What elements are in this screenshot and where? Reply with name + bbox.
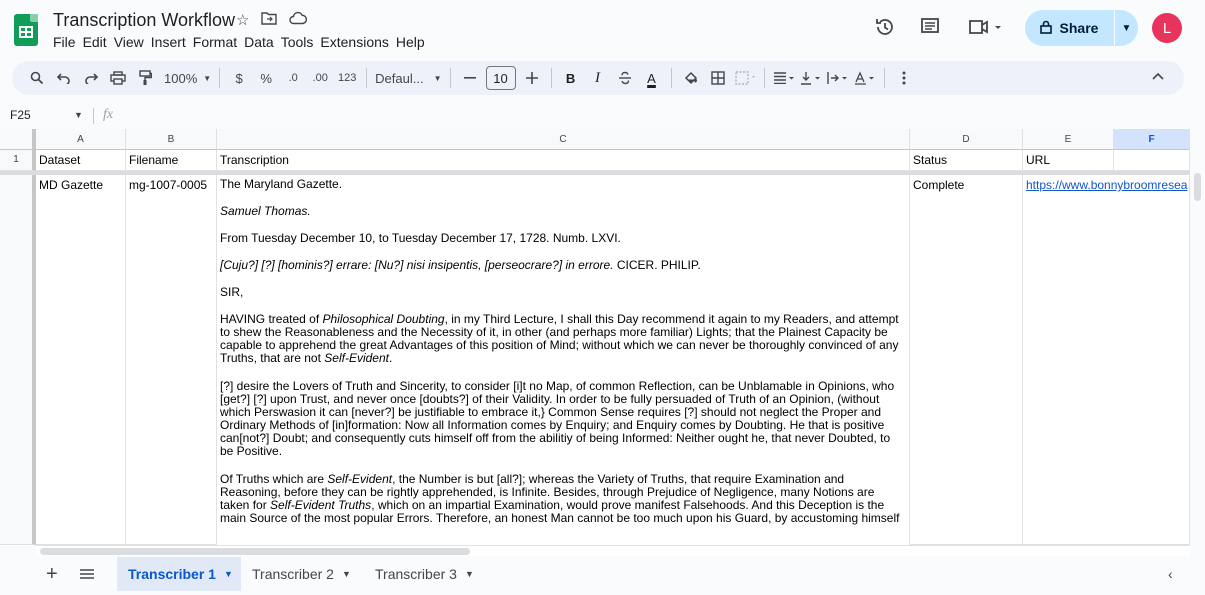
format-percent-button[interactable]: % (260, 70, 272, 86)
collapse-menus-icon[interactable] (1152, 69, 1164, 83)
toolbar-divider (551, 68, 552, 88)
undo-icon[interactable] (53, 65, 75, 91)
share-button[interactable] (1025, 10, 1113, 46)
column-header-e[interactable]: E (1023, 129, 1114, 150)
menu-format[interactable]: Format (192, 34, 238, 50)
toolbar-divider (671, 68, 672, 88)
menu-edit[interactable]: Edit (82, 34, 107, 50)
header-cell-transcription[interactable]: Transcription (217, 150, 910, 171)
select-all-corner[interactable] (0, 129, 36, 150)
transcription-paragraph: Of Truths which are Self-Evident, the Number is but [all?]; whereas the Variety of Truths, that require Examination and Reasoning, before they can be rightly apprehended, is Infinite. Besides, through Prejudice of Negligence, many Notions are taken for Self-Evident Truths, which on an impartial Examination, would prove manifest Falsehoods. And this Deception is the main Source of the most popular Errors. Therefore, an honest Man cannot be too much upon his Guard, by accustoming himself (220, 472, 900, 525)
column-header-c[interactable]: C (217, 129, 910, 150)
horizontal-align-icon[interactable] (773, 65, 795, 91)
transcription-line: [Cuju?] [?] [hominis?] errare: [Nu?] nisi insipentis, [perseocrare?] in errore. CICER. PHILIP. (220, 258, 701, 272)
font-value: Defaul... (375, 70, 424, 86)
title-icons (236, 11, 307, 29)
format-currency-button[interactable]: $ (235, 70, 243, 86)
menu-tools[interactable]: Tools (280, 34, 314, 50)
name-box[interactable]: F25 (10, 108, 31, 122)
font-size-input[interactable]: 10 (486, 66, 516, 90)
account-avatar[interactable]: L (1152, 13, 1182, 43)
transcription-paragraph: HAVING treated of Philosophical Doubting, in my Third Lecture, I shall this Day recommend it again to my Readers, and attempt to shew the Reasonableness and the Necessity of it, in other (and perhaps more familiar) Lights; that the Plainest Capacity be capable to apprehend the great Advantages of this position of Mind; without which we can never be thoroughly convinced of any Truths, that are not Self-Evident. (220, 312, 899, 365)
print-icon[interactable] (107, 65, 129, 91)
sheet-tab-label: Transcriber 3 (375, 566, 457, 582)
toolbar (12, 61, 1184, 95)
formula-bar (0, 104, 1205, 128)
sheet-tab-label: Transcriber 2 (252, 566, 334, 582)
transcription-line: SIR, (220, 285, 244, 299)
horizontal-scrollbar[interactable] (36, 545, 1190, 556)
header-cell-status[interactable]: Status (910, 150, 1023, 171)
column-header-a[interactable]: A (36, 129, 126, 150)
caret-down-icon[interactable]: ▼ (74, 110, 83, 120)
add-sheet-icon[interactable]: + (46, 563, 58, 585)
url-cell[interactable] (1023, 175, 1190, 545)
row-header-1[interactable]: 1 (0, 150, 36, 171)
font-size-decrease-button[interactable] (459, 65, 481, 91)
sheet-tab-transcriber-2[interactable] (252, 557, 362, 591)
menu-bar (53, 34, 432, 50)
more-formats-button[interactable]: 123 (337, 72, 357, 84)
sheet-tab-transcriber-1[interactable] (117, 557, 241, 591)
caret-down-icon: ▼ (433, 73, 442, 83)
meet-video-icon[interactable] (968, 18, 1006, 42)
menu-view[interactable]: View (113, 34, 144, 50)
column-header-d[interactable]: D (910, 129, 1023, 150)
menu-insert[interactable]: Insert (150, 34, 186, 50)
header-cell-dataset[interactable]: Dataset (36, 150, 126, 171)
font-select[interactable] (375, 65, 441, 91)
text-wrapping-icon[interactable] (827, 65, 849, 91)
borders-icon[interactable] (707, 65, 729, 91)
menu-data[interactable]: Data (244, 34, 274, 50)
share-button-group (1025, 10, 1138, 46)
column-header-f[interactable]: F (1114, 129, 1190, 150)
toolbar-divider (884, 68, 885, 88)
fx-icon: fx (103, 107, 114, 122)
header-cell-filename[interactable]: Filename (126, 150, 217, 171)
spreadsheet-grid[interactable] (0, 129, 1190, 545)
star-icon[interactable]: ☆ (236, 12, 250, 29)
transcription-cell[interactable] (217, 175, 910, 545)
share-dropdown-button[interactable] (1114, 10, 1138, 46)
vertical-align-icon[interactable] (800, 65, 822, 91)
transcription-line: Samuel Thomas. (220, 204, 311, 218)
column-header-b[interactable]: B (126, 129, 217, 150)
zoom-select[interactable] (164, 65, 211, 91)
italic-button[interactable]: I (595, 69, 601, 86)
menu-file[interactable]: File (53, 34, 76, 50)
merge-cells-icon (734, 65, 756, 91)
zoom-value: 100% (164, 70, 198, 86)
row-header-2[interactable] (0, 175, 36, 545)
url-link[interactable]: https://www.bonnybroomresea (1026, 178, 1188, 192)
version-history-icon[interactable] (874, 16, 896, 44)
vertical-scrollbar[interactable] (1190, 129, 1205, 545)
document-title[interactable]: Transcription Workflow (53, 10, 236, 30)
sheet-tab-label: Transcriber 1 (128, 566, 216, 582)
increase-decimal-button[interactable]: .00 (312, 72, 328, 84)
toolbar-divider (366, 68, 367, 88)
font-size-increase-button[interactable] (521, 65, 543, 91)
caret-down-icon: ▼ (1121, 22, 1132, 34)
status-cell[interactable]: Complete (910, 175, 1023, 545)
caret-down-icon[interactable]: ▼ (223, 569, 233, 579)
toolbar-divider (450, 68, 451, 88)
dataset-cell[interactable]: MD Gazette (36, 175, 126, 545)
search-menus-icon[interactable] (26, 65, 48, 91)
sheet-tab-transcriber-3[interactable] (375, 557, 485, 591)
vertical-scroll-thumb[interactable] (1194, 173, 1201, 201)
header-cell-url[interactable]: URL (1023, 150, 1114, 171)
formula-bar-divider (93, 108, 94, 124)
transcription-line: From Tuesday December 10, to Tuesday December 17, 1728. Numb. LXVI. (220, 231, 621, 245)
lock-icon (1040, 20, 1052, 37)
sheets-logo-icon[interactable] (14, 14, 38, 46)
all-sheets-menu-icon[interactable] (80, 564, 94, 585)
move-folder-icon[interactable] (261, 11, 277, 29)
header-cell-f[interactable] (1114, 150, 1190, 171)
caret-down-icon[interactable]: ▼ (464, 569, 474, 579)
paint-format-icon[interactable] (134, 65, 156, 91)
chevron-left-icon[interactable]: ‹ (1168, 566, 1173, 582)
transcription-paragraph: [?] desire the Lovers of Truth and Sincerity, to consider [i]t no Map, of common Reflection, can be Unblamable in Opinions, who [get?] [?] upon Trust, and never once [doubts?] of their Validity. In order to be fully persuaded of Truth of an Opinion, (without which Perswasion it can [never?] be justifiable to embrace it,} Common Sense requires [?] should not neglect the Proper and Ordinary Methods of [in]formation: Now all Information comes by Enquiry; and Enquiry comes by Doubting. He that is positive can[not?] Doubt; and consequently cuts himself off from the abilitiy of being Informed: Neither ought he, that never Doubted, to be Positive. (220, 379, 895, 458)
cloud-status-icon[interactable] (289, 11, 307, 29)
caret-down-icon[interactable]: ▼ (341, 569, 351, 579)
bold-button[interactable]: B (565, 70, 576, 86)
caret-down-icon: ▼ (203, 73, 212, 83)
toolbar-divider (219, 68, 220, 88)
transcription-line: The Maryland Gazette. (220, 177, 343, 191)
menu-help[interactable]: Help (395, 34, 425, 50)
toolbar-divider (764, 68, 765, 88)
menu-extensions[interactable]: Extensions (320, 34, 389, 50)
redo-icon[interactable] (80, 65, 102, 91)
horizontal-scroll-thumb[interactable] (40, 548, 470, 555)
decrease-decimal-button[interactable]: .0 (288, 72, 298, 84)
filename-cell[interactable]: mg-1007-0005 (126, 175, 217, 545)
comments-icon[interactable] (920, 17, 940, 43)
more-options-icon[interactable] (893, 65, 915, 91)
sheet-tab-bar (0, 557, 1205, 595)
strikethrough-icon[interactable] (614, 65, 636, 91)
text-color-button[interactable]: A (647, 70, 656, 86)
text-rotation-icon[interactable] (854, 65, 876, 91)
title-bar (0, 0, 1205, 58)
share-label: Share (1059, 20, 1099, 36)
fill-color-icon[interactable] (680, 65, 702, 91)
